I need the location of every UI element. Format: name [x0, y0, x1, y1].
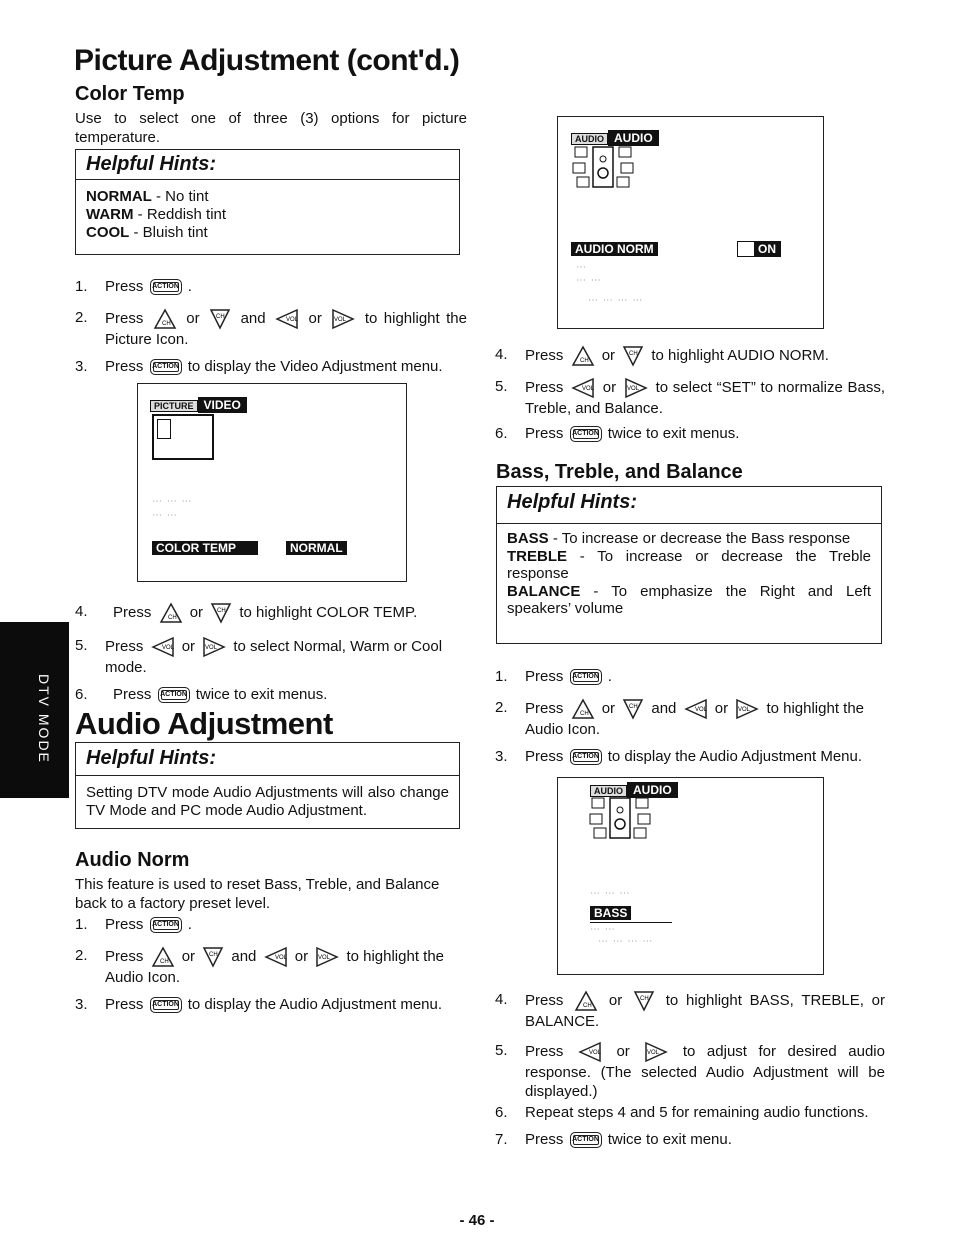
hint-term: COOL	[86, 224, 130, 241]
audio-hints-box	[75, 742, 460, 829]
step-text: Press	[525, 668, 564, 685]
step-item	[75, 636, 467, 677]
step-number: 3.	[75, 996, 88, 1013]
step-number: 2.	[495, 699, 508, 716]
vol-left-icon	[275, 308, 299, 330]
step-text: Press	[105, 637, 144, 655]
step-text: to highlight the Audio Icon.	[105, 947, 445, 986]
hint-term: BALANCE	[507, 582, 581, 600]
hint-item	[507, 548, 871, 583]
step-text: Press	[525, 1042, 564, 1060]
ch-down-icon	[202, 946, 224, 968]
hints-body	[497, 524, 881, 624]
svg-text:CH: CH	[629, 704, 638, 710]
step-text: to display the Video Adjustment menu.	[187, 358, 443, 375]
hints-body	[76, 180, 459, 248]
bass-treble-steps-b	[495, 990, 885, 1149]
screen-highlight-label: BASS	[590, 906, 631, 920]
step-text: Press	[525, 699, 564, 717]
screen-highlight-row	[571, 240, 658, 258]
step-item	[495, 747, 885, 766]
color-temp-steps-b	[75, 602, 467, 704]
screen-menu-label: AUDIO	[627, 782, 678, 798]
action-button-icon: ACTION	[570, 669, 602, 685]
step-text: and	[651, 699, 677, 717]
screen-faint-line: ⋯ ⋯ ⋯	[152, 496, 193, 507]
action-button-icon: ACTION	[158, 687, 190, 703]
vol-right-icon	[644, 1041, 668, 1063]
step-text: Press	[105, 358, 144, 375]
vol-right-icon	[735, 698, 759, 720]
step-number: 4.	[495, 991, 508, 1008]
step-text: or	[186, 309, 200, 327]
step-text: and	[240, 309, 266, 327]
bass-treble-heading: Bass, Treble, and Balance	[496, 461, 743, 483]
step-item	[75, 602, 467, 624]
step-item	[75, 685, 467, 704]
step-text: Press	[113, 603, 152, 621]
audio-norm-screen	[557, 116, 824, 329]
step-text: to select “SET” to normalize Bass, Treble, and Balance.	[525, 378, 886, 417]
screen-tab-label: PICTURE	[150, 400, 198, 412]
action-button-icon: ACTION	[150, 917, 182, 933]
ch-down-icon	[622, 345, 644, 367]
svg-text:CH: CH	[579, 711, 589, 717]
audio-adjustment-heading: Audio Adjustment	[75, 706, 333, 741]
step-text: to display the Audio Adjustment menu.	[187, 996, 443, 1013]
step-text: .	[607, 668, 612, 685]
step-item	[495, 1103, 885, 1122]
step-number: 5.	[495, 1042, 508, 1059]
audio-norm-heading: Audio Norm	[75, 849, 190, 871]
step-text: or	[181, 637, 196, 655]
vol-right-icon	[202, 636, 226, 658]
hint-desc: - Bluish tint	[129, 224, 208, 241]
step-item	[495, 1041, 885, 1101]
screen-value-row	[738, 240, 780, 258]
hint-desc: - To emphasize the Right and Left speakers’ volume	[507, 582, 871, 617]
vol-left-icon	[684, 698, 708, 720]
step-item	[75, 357, 467, 376]
step-text: to adjust for desired audio response. (The selected Audio Adjustment will be displayed.)	[525, 1042, 885, 1100]
picture-icon	[152, 414, 214, 460]
step-text: Press	[105, 278, 144, 295]
step-text: Press	[525, 378, 564, 396]
step-item	[75, 308, 467, 349]
svg-text:VOL: VOL	[647, 1050, 660, 1056]
hint-desc: - Reddish tint	[133, 206, 227, 223]
hint-term: BASS	[507, 530, 549, 547]
hint-item	[507, 530, 871, 548]
step-text: Repeat steps 4 and 5 for remaining audio functions.	[525, 1104, 869, 1121]
speaker-layout-icon	[571, 145, 635, 191]
action-button-icon: ACTION	[570, 426, 602, 442]
step-text: or	[601, 699, 616, 717]
bass-treble-hints-box	[496, 486, 882, 644]
page-number: - 46 -	[459, 1212, 495, 1229]
svg-text:VOL: VOL	[334, 317, 347, 323]
step-item	[495, 424, 885, 443]
step-text: Press	[105, 996, 144, 1013]
action-button-icon: ACTION	[150, 359, 182, 375]
step-text: or	[601, 346, 616, 364]
screen-value-row	[286, 539, 347, 557]
step-item	[75, 277, 467, 296]
vol-left-icon	[578, 1041, 602, 1063]
screen-faint-line: ⋯ ⋯ ⋯	[590, 888, 631, 899]
svg-text:CH: CH	[583, 1003, 592, 1009]
step-text: to highlight the Audio Icon.	[525, 699, 865, 738]
svg-text:VOL: VOL	[205, 645, 218, 651]
step-item	[495, 990, 885, 1031]
hint-desc: - No tint	[151, 188, 209, 205]
step-text: or	[714, 699, 729, 717]
svg-text:CH: CH	[639, 996, 649, 1002]
vol-right-icon	[331, 308, 355, 330]
screen-faint-line: ⋯ ⋯	[576, 275, 602, 286]
ch-up-icon	[151, 946, 175, 968]
hints-title: Helpful Hints:	[76, 743, 459, 776]
screen-highlight-label: AUDIO NORM	[571, 242, 658, 256]
screen-highlight-label: COLOR TEMP	[152, 541, 258, 555]
action-button-icon: ACTION	[570, 749, 602, 765]
svg-text:CH: CH	[629, 351, 638, 357]
hint-desc: - To increase or decrease the Treble response	[507, 547, 871, 582]
ch-up-icon	[153, 308, 177, 330]
svg-text:VOL: VOL	[738, 707, 751, 713]
color-temp-hints-box	[75, 149, 460, 255]
step-item	[75, 915, 467, 934]
screen-tab-label: AUDIO	[571, 133, 608, 145]
step-text: Press	[105, 947, 144, 965]
step-text: to highlight AUDIO NORM.	[651, 346, 829, 364]
screen-faint-line: ⋯ ⋯ ⋯ ⋯	[598, 936, 654, 947]
bass-treble-steps-a	[495, 667, 885, 766]
hint-desc: - To increase or decrease the Bass response	[548, 530, 851, 547]
step-text: Press	[105, 916, 144, 933]
svg-text:VOL: VOL	[694, 707, 707, 713]
step-number: 4.	[75, 603, 88, 620]
step-text: .	[187, 278, 192, 295]
step-item	[495, 345, 885, 367]
svg-text:VOL: VOL	[161, 645, 174, 651]
vol-left-icon	[571, 377, 595, 399]
step-text: Press	[525, 346, 564, 364]
step-text: or	[308, 309, 322, 327]
screen-tab-label: AUDIO	[590, 785, 627, 797]
speaker-layout-icon	[588, 796, 652, 842]
color-temp-steps-a	[75, 277, 467, 376]
step-item	[495, 698, 885, 739]
step-text: Press	[525, 991, 564, 1009]
step-text: or	[181, 947, 196, 965]
screen-faint-line: ⋯ ⋯	[152, 510, 178, 521]
video-menu-screen	[137, 383, 407, 582]
step-text: to highlight BASS, TREBLE, or BALANCE.	[525, 991, 885, 1030]
svg-text:CH: CH	[579, 358, 589, 364]
step-text: .	[187, 916, 192, 933]
color-temp-intro: Use to select one of three (3) options for picture temperature.	[75, 110, 467, 146]
hint-term: TREBLE	[507, 547, 567, 565]
svg-text:CH: CH	[209, 952, 218, 958]
step-text: or	[608, 991, 623, 1009]
step-text: or	[602, 378, 617, 396]
screen-value-label: ON	[738, 242, 780, 256]
step-number: 1.	[75, 278, 88, 295]
step-text: to select Normal, Warm or Cool mode.	[105, 637, 443, 676]
audio-norm-intro: This feature is used to reset Bass, Treble, and Balance back to a factory preset level.	[75, 876, 440, 912]
step-number: 7.	[495, 1131, 508, 1148]
step-text: Press	[525, 748, 564, 765]
step-text: twice to exit menus.	[195, 686, 328, 703]
hint-term: NORMAL	[86, 188, 152, 205]
screen-value-label: NORMAL	[286, 541, 347, 555]
screen-faint-line: ⋯	[576, 262, 587, 273]
action-button-icon: ACTION	[150, 997, 182, 1013]
svg-text:VOL: VOL	[286, 317, 299, 323]
step-number: 2.	[75, 947, 88, 964]
ch-down-icon	[622, 698, 644, 720]
screen-menu-label: VIDEO	[198, 397, 247, 413]
step-text: or	[294, 947, 309, 965]
hints-title: Helpful Hints:	[497, 487, 881, 524]
step-number: 5.	[75, 637, 88, 654]
svg-text:CH: CH	[217, 608, 226, 614]
side-tab	[0, 622, 69, 798]
step-item	[495, 377, 885, 418]
screen-tab-row	[150, 396, 247, 414]
screen-faint-line: ⋯ ⋯ ⋯ ⋯	[588, 295, 644, 306]
svg-text:VOL: VOL	[588, 1050, 601, 1056]
vol-left-icon	[151, 636, 175, 658]
svg-text:VOL: VOL	[274, 955, 287, 961]
step-number: 3.	[495, 748, 508, 765]
ch-up-icon	[571, 698, 595, 720]
step-text: to display the Audio Adjustment Menu.	[607, 748, 863, 765]
screen-highlight-row	[152, 539, 258, 557]
svg-text:CH: CH	[161, 321, 171, 327]
step-number: 3.	[75, 358, 88, 375]
bass-menu-screen	[557, 777, 824, 975]
vol-left-icon	[264, 946, 288, 968]
step-text: Press	[105, 309, 144, 327]
hint-term: WARM	[86, 206, 134, 223]
ch-down-icon	[209, 308, 231, 330]
page-title: Picture Adjustment (cont'd.)	[74, 44, 460, 77]
step-text: twice to exit menus.	[607, 425, 740, 442]
hint-item	[86, 224, 449, 242]
step-text: or	[189, 603, 204, 621]
hint-item	[86, 206, 449, 224]
step-item	[495, 667, 885, 686]
step-number: 5.	[495, 378, 508, 395]
step-number: 4.	[495, 346, 508, 363]
ch-up-icon	[574, 990, 598, 1012]
step-number: 2.	[75, 309, 88, 326]
svg-text:VOL: VOL	[318, 955, 331, 961]
ch-up-icon	[159, 602, 183, 624]
svg-text:VOL: VOL	[626, 386, 639, 392]
svg-text:VOL: VOL	[582, 386, 595, 392]
ch-down-icon	[633, 990, 655, 1012]
side-tab-label: DTV MODE	[36, 674, 52, 764]
step-item	[75, 995, 467, 1014]
svg-text:CH: CH	[167, 615, 177, 621]
audio-norm-steps-left	[75, 915, 467, 1014]
svg-text:CH: CH	[159, 959, 169, 965]
audio-norm-steps-right	[495, 345, 885, 443]
step-text: twice to exit menu.	[607, 1131, 732, 1148]
vol-right-icon	[624, 377, 648, 399]
step-text: to highlight the Picture Icon.	[105, 309, 467, 348]
step-number: 1.	[75, 916, 88, 933]
hint-item	[507, 583, 871, 618]
action-button-icon: ACTION	[150, 279, 182, 295]
screen-highlight-row	[590, 904, 672, 923]
step-text: Press	[113, 686, 152, 703]
step-text: and	[231, 947, 257, 965]
hints-title: Helpful Hints:	[76, 150, 459, 180]
step-text: or	[616, 1042, 630, 1060]
vol-right-icon	[315, 946, 339, 968]
step-number: 6.	[75, 686, 88, 703]
screen-menu-label: AUDIO	[608, 130, 659, 146]
svg-text:CH: CH	[216, 314, 225, 320]
step-text: Press	[525, 425, 564, 442]
screen-faint-line: ⋯ ⋯	[590, 924, 616, 935]
color-temp-heading: Color Temp	[75, 83, 185, 105]
step-number: 6.	[495, 1104, 508, 1121]
step-item	[495, 1130, 885, 1149]
step-item	[75, 946, 467, 987]
step-text: Press	[525, 1131, 564, 1148]
ch-up-icon	[571, 345, 595, 367]
step-text: to highlight COLOR TEMP.	[239, 603, 418, 621]
action-button-icon: ACTION	[570, 1132, 602, 1148]
hint-item	[86, 188, 449, 206]
step-number: 6.	[495, 425, 508, 442]
step-number: 1.	[495, 668, 508, 685]
hints-body: Setting DTV mode Audio Adjustments will also change TV Mode and PC mode Audio Adjustment.	[86, 784, 449, 819]
ch-down-icon	[210, 602, 232, 624]
